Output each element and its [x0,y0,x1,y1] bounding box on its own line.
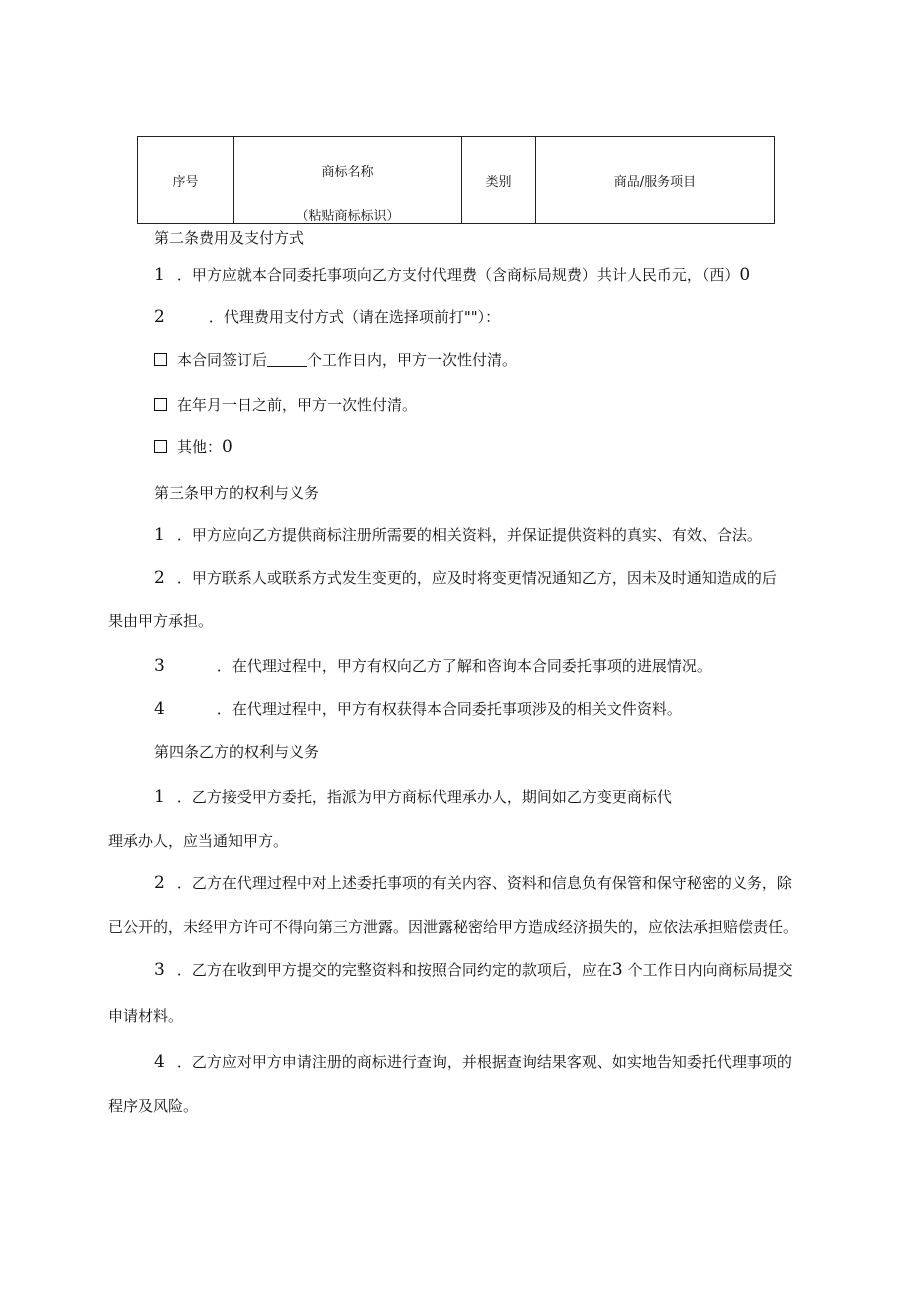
option-zero: 0 [222,437,233,457]
header-category: 类别 [462,137,536,224]
checkbox-icon[interactable] [154,353,167,366]
article4-item3 [154,960,793,980]
item-text: ．乙方在代理过程中对上述委托事项的有关内容、资料和信息负有保管和保守秘密的义务，除 [176,874,792,892]
payment-option-3 [154,437,233,457]
header-goods-services: 商品/服务项目 [536,137,775,224]
item-text: ．甲方联系人或联系方式发生变更的，应及时将变更情况通知乙方，因未及时通知造成的后 [176,569,777,587]
article4-item2-cont: 已公开的，未经甲方许可不得向第三方泄露。因泄露秘密给甲方造成经济损失的，应依法承担赔偿责任。 [108,918,799,936]
header-seq: 序号 [138,137,234,224]
blank-underline [267,352,307,367]
article4-item4-cont: 程序及风险。 [108,1097,199,1115]
article4-item1-cont: 理承办人，应当通知甲方。 [108,832,289,850]
article3-item1 [154,525,762,545]
article3-item2 [154,568,777,588]
item-number: 4 [154,699,165,719]
item-number: 3 [154,656,165,676]
article4-title: 第四条乙方的权利与义务 [154,743,320,761]
option-text: 其他： [177,438,223,456]
payment-option-1 [154,350,517,370]
item-text: ．甲方应向乙方提供商标注册所需要的相关资料，并保证提供资料的真实、有效、合法。 [176,526,762,544]
item-number: 2 [154,568,165,588]
item-number: 4 [154,1052,165,1072]
payment-option-2 [154,395,417,415]
article3-title: 第三条甲方的权利与义务 [154,484,320,502]
item-text: ．乙方接受甲方委托，指派为甲方商标代理承办人，期间如乙方变更商标代 [176,788,672,806]
item-text: ．乙方应对甲方申请注册的商标进行查询，并根据查询结果客观、如实地告知委托代理事项的 [176,1053,792,1071]
option-text-after: 个工作日内，甲方一次性付清。 [307,351,518,369]
article2-item1 [154,265,750,285]
article4-item3-cont: 申请材料。 [108,1007,184,1025]
trademark-table [137,136,775,224]
item-number: 1 [154,265,165,285]
item-text: ．乙方在收到甲方提交的完整资料和按照合同约定的款项后，应在 [176,961,612,979]
item-text-after: 个工作日内向商标局提交 [627,961,793,979]
item-text: ．在代理过程中，甲方有权向乙方了解和咨询本合同委托事项的进展情况。 [216,657,712,675]
article4-item4 [154,1052,792,1072]
option-text: 本合同签订后 [177,351,268,369]
item-text: ．在代理过程中，甲方有权获得本合同委托事项涉及的相关文件资料。 [216,700,682,718]
item-number: 1 [154,787,165,807]
header-trademark-name [234,137,462,224]
item-text: ．代理费用支付方式（请在选择项前打""）： [208,308,501,326]
option-text: 在年月一日之前，甲方一次性付清。 [177,396,418,414]
item-number: 3 [154,960,165,980]
article3-item2-cont: 果由甲方承担。 [108,612,214,630]
inline-number: 3 [611,960,623,980]
article4-item2 [154,873,792,893]
item-text: ．甲方应就本合同委托事项向乙方支付代理费（含商标局规费）共计人民币元，（西） [176,266,740,284]
article4-item1 [154,787,672,807]
item-number: 2 [154,307,165,327]
article3-item4 [154,699,682,719]
item-number: 2 [154,873,165,893]
checkbox-icon[interactable] [154,398,167,411]
article3-item3 [154,656,712,676]
item-tail: 0 [739,265,751,285]
trademark-logo-note: （粘贴商标标识） [295,209,400,224]
article2-title: 第二条费用及支付方式 [154,229,305,247]
trademark-name-label: 商标名称 [321,165,374,180]
article2-item2 [154,307,500,327]
checkbox-icon[interactable] [154,440,167,453]
item-number: 1 [154,525,165,545]
